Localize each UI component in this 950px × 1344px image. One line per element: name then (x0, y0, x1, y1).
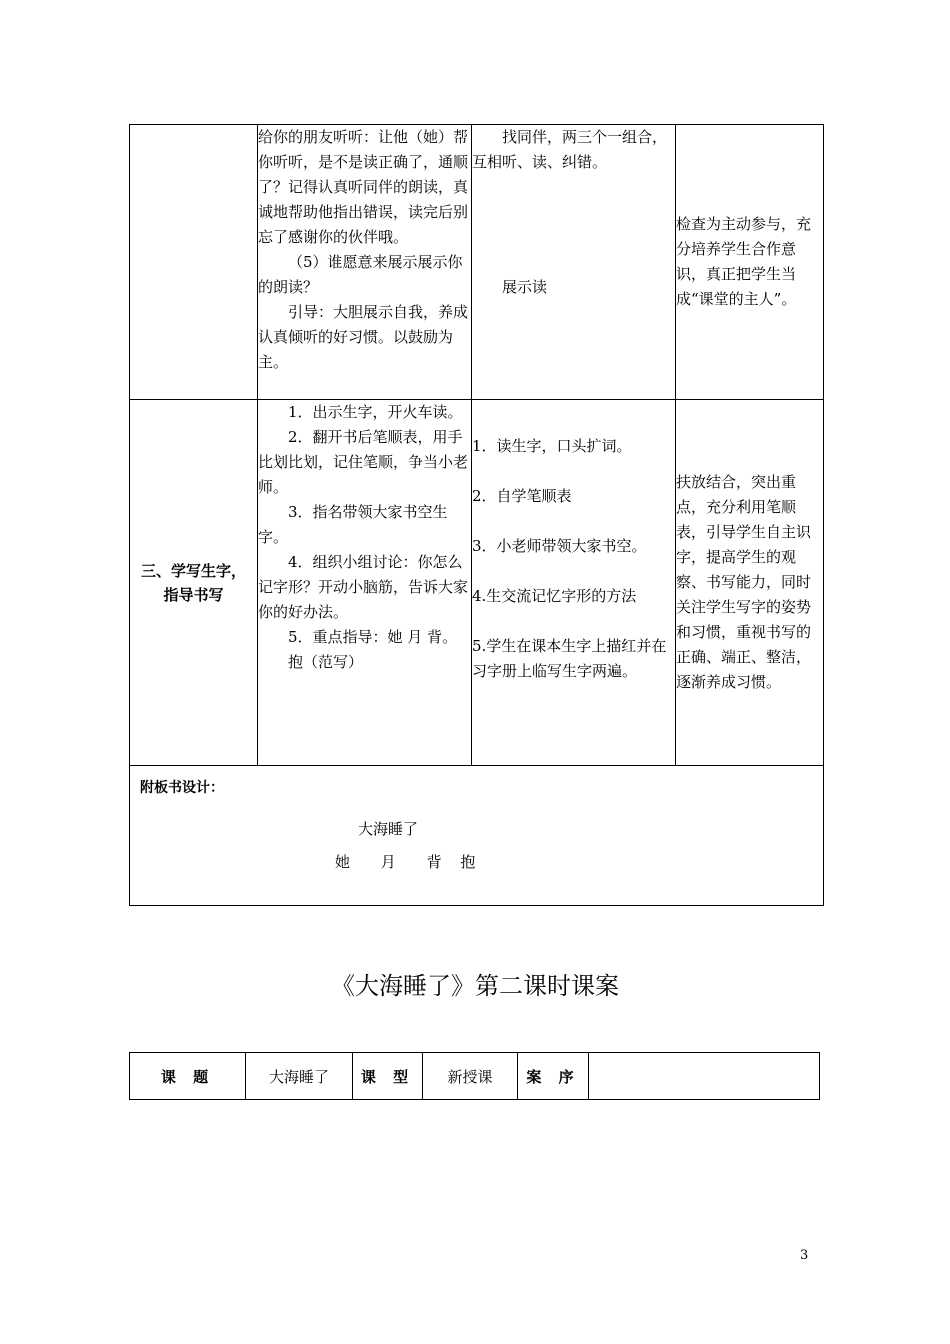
student-step: 2．自学笔顺表 (472, 487, 572, 505)
design-note-cell (676, 125, 824, 400)
teacher-activity-cell (258, 125, 472, 400)
type-label: 课 型 (353, 1053, 423, 1100)
teacher-paragraph: （5）谁愿意来展示展示你的朗读？ (258, 253, 463, 296)
teacher-step: 2．翻开书后笔顺表，用手比划比划，记住笔顺，争当小老师。 (258, 428, 469, 496)
board-chars (335, 850, 813, 875)
student-step: 3．小老师带领大家书空。 (472, 537, 647, 555)
student-activity-cell (472, 400, 676, 766)
order-value (589, 1053, 820, 1100)
board-char: 抱 (460, 853, 476, 871)
teacher-activity-cell (258, 400, 472, 766)
type-value: 新授课 (423, 1053, 518, 1100)
teacher-paragraph: 引导：大胆展示自我，养成认真倾听的好习惯。以鼓励为主。 (258, 303, 469, 371)
teacher-step: 1．出示生字，开火车读。 (288, 403, 463, 421)
info-table (129, 1052, 820, 1100)
lesson-table (129, 124, 824, 906)
topic-label: 课 题 (130, 1053, 246, 1100)
design-note-cell (676, 400, 824, 766)
board-char: 她 (335, 853, 351, 871)
design-note: 扶放结合，突出重点，充分利用笔顺表，引导学生自主识字，提高学生的观察、书写能力，同时关注学生写字的姿势和习惯，重视书写的正确、端正、整洁，逐渐养成习惯。 (676, 473, 812, 691)
teacher-step: 4．组织小组讨论：你怎么记字形？开动小脑筋，告诉大家你的好办法。 (258, 553, 469, 621)
student-step: 4.生交流记忆字形的方法 (472, 587, 637, 605)
design-note: 检查为主动参与，充分培养学生合作意识，真正把学生当成“课堂的主人”。 (676, 215, 812, 308)
teacher-step: 抱（范写） (288, 653, 364, 671)
student-step: 1．读生字，口头扩词。 (472, 437, 632, 455)
page-number: 3 (800, 1248, 809, 1263)
student-paragraph: 找同伴，两三个一组合，互相听、读、纠错。 (472, 128, 668, 171)
teacher-step: 5．重点指导：她 月 背。 (288, 628, 458, 646)
board-title: 大海睡了 (358, 820, 419, 838)
table-row-reading (130, 125, 824, 400)
teacher-paragraph: 给你的朋友听听：让他（她）帮你听听，是不是读正确了，通顺了？记得认真听同伴的朗读，真诚地帮助他指出错误，读完后别忘了感谢你的伙伴哦。 (258, 128, 469, 246)
topic-value: 大海睡了 (246, 1053, 353, 1100)
student-step: 5.学生在课本生字上描红并在习字册上临写生字两遍。 (472, 637, 667, 680)
student-paragraph: 展示读 (502, 278, 548, 296)
table-row-board (130, 766, 824, 906)
page-title: 《大海睡了》第二课时课案 (331, 972, 619, 1000)
order-label: 案 序 (518, 1053, 589, 1100)
board-design-cell (130, 766, 824, 906)
board-char: 月 (380, 853, 396, 871)
table-row (130, 1053, 820, 1100)
teacher-step: 3．指名带领大家书空生字。 (258, 503, 448, 546)
section-cell-empty (130, 125, 258, 400)
section-heading: 三、学写生字，指导书写 (130, 400, 258, 766)
board-label: 附板书设计： (140, 780, 224, 796)
student-activity-cell (472, 125, 676, 400)
board-char: 背 (426, 853, 442, 871)
table-row-writing (130, 400, 824, 766)
